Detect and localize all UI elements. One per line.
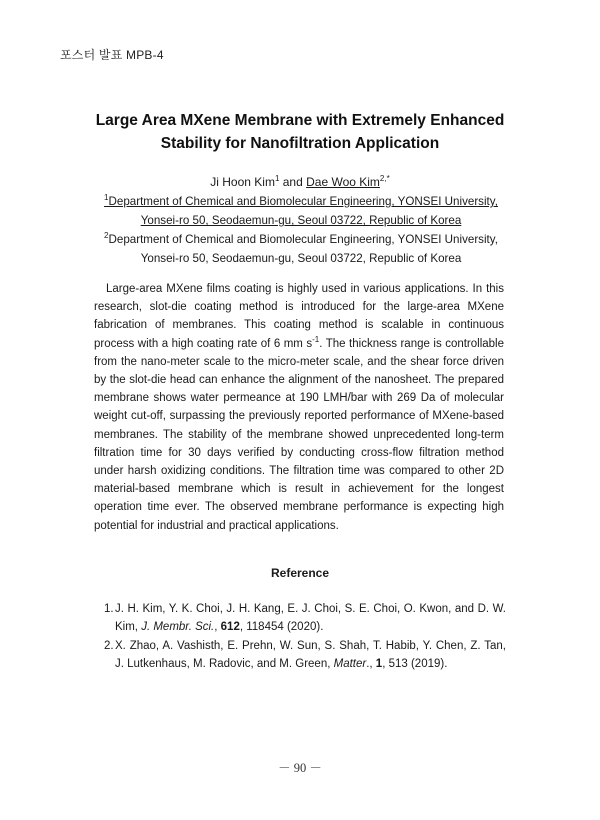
- reference-separator: .,: [366, 658, 376, 671]
- affiliation-2-line-2: Yonsei-ro 50, Seodaemun-gu, Seoul 03722, Republic of Korea: [140, 252, 462, 265]
- reference-journal: J. Membr. Sci.: [141, 621, 215, 634]
- affiliation-1-line-2: Yonsei-ro 50, Seodaemun-gu, Seoul 03722, Republic of Korea: [140, 214, 462, 227]
- author-joiner: and: [279, 175, 307, 189]
- abstract-body: [94, 280, 504, 535]
- title-line-1: Large Area MXene Membrane with Extremely Enhanced: [95, 112, 505, 129]
- abstract-unit-exponent: -1: [312, 334, 320, 344]
- author-line: [60, 173, 540, 192]
- reference-pages-year: , 513 (2019).: [382, 658, 448, 671]
- reference-item: [94, 637, 506, 674]
- affiliation-1-line-1: [96, 192, 506, 211]
- reference-pages-year: , 118454 (2020).: [239, 621, 324, 634]
- reference-heading: Reference: [270, 566, 330, 580]
- reference-number: 1.: [104, 603, 114, 615]
- reference-number: 2.: [104, 639, 114, 652]
- reference-item: [94, 600, 506, 637]
- affiliation-1: [96, 192, 506, 230]
- reference-journal: Matter: [333, 658, 367, 671]
- abstract-text-1: Large-area MXene films coating is highly used in various applications. In this research, slot-die coating method is introduced for the large-area MXene fabrication of membranes. This coating method is scalable in continuous process with a high coating rate of 6 mm s: [94, 283, 504, 350]
- affiliation-2: [96, 230, 506, 268]
- reference-volume: 612: [220, 621, 240, 634]
- reference-separator: ,: [214, 621, 221, 634]
- session-label: 포스터 발표 MPB-4: [60, 48, 164, 62]
- affiliation-2-line-1: [96, 230, 506, 249]
- title-line-2: Stability for Nanofiltration Application: [160, 135, 440, 152]
- affiliation-1-marker: 1: [104, 193, 109, 203]
- reference-list: [94, 600, 506, 674]
- author-1: Ji Hoon Kim: [210, 175, 275, 189]
- reference-volume: 1: [375, 658, 383, 671]
- affiliation-1-dept: Department of Chemical and Biomolecular Engineering, YONSEI University,: [108, 195, 498, 208]
- reference-authors: X. Zhao, A. Vashisth, E. Prehn, W. Sun, S. Shah, T. Habib, Y. Chen, Z. Tan, J. Lutkenhaus, M. Radovic, and M. Green,: [115, 639, 506, 671]
- paper-title: [60, 109, 540, 155]
- author-2: Dae Woo Kim: [306, 175, 380, 189]
- reference-authors: J. H. Kim, Y. K. Choi, J. H. Kang, E. J. Choi, S. E. Choi, O. Kwon, and D. W. Kim,: [115, 603, 506, 634]
- abstract-text-2: . The thickness range is controllable from the nano-meter scale to the micro-meter scale, and the shear force driven by the slot-die head can enhance the alignment of the nanosheet. The prepared membrane shows water permeance at 190 LMH/bar with 269 Da of molecular weight cut-off, surpassing the previously reported performance of MXene-based membranes. The stability of the membrane showed unprecedented long-term filtration time for 30 days verified by conducting cross-flow filtration method under harsh oxidizing conditions. The filtration time was compared to other 2D material-based membrane which is result in achievement for the longest operation time ever. The observed membrane performance is expecting high potential for industrial and practical applications.: [94, 337, 505, 532]
- page-number: － 90 －: [278, 761, 322, 775]
- affiliation-2-marker: 2: [104, 231, 109, 241]
- author-1-affil: 1: [274, 174, 280, 183]
- author-2-affil: 2,*: [379, 174, 390, 183]
- affiliation-2-dept: Department of Chemical and Biomolecular Engineering, YONSEI University,: [108, 233, 498, 246]
